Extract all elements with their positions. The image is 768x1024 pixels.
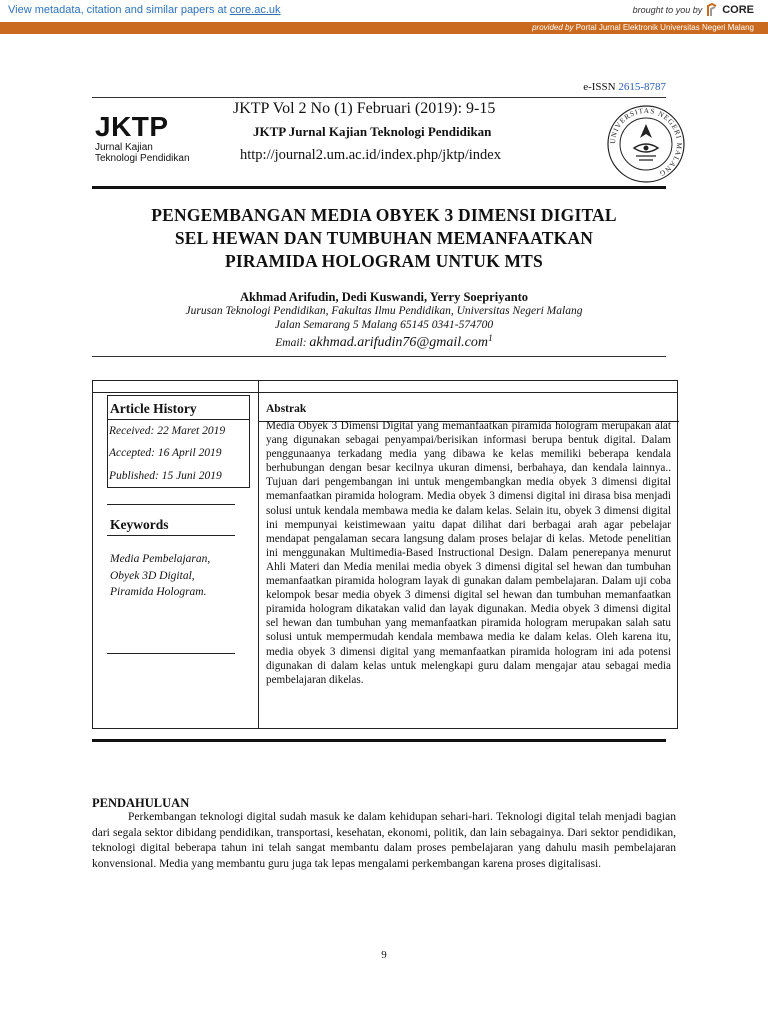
- article-title-line-1: PENGEMBANGAN MEDIA OBYEK 3 DIMENSI DIGITAL: [151, 205, 617, 225]
- core-logo-icon: [706, 3, 718, 17]
- accepted-date: Accepted: 16 April 2019: [109, 447, 222, 459]
- article-title-line-2: SEL HEWAN DAN TUMBUHAN MEMANFAATKAN: [174, 228, 594, 248]
- box-divider: [258, 381, 259, 728]
- seal-text: UNIVERSITAS NEGERI MALANG: [608, 106, 684, 178]
- keyword-item: Piramida Hologram.: [110, 586, 207, 598]
- logo-wordmark: JKTP: [95, 111, 169, 142]
- keywords-rule-top: [107, 504, 235, 505]
- core-provided-text[interactable]: [532, 22, 754, 34]
- email-superscript: 1: [487, 333, 493, 344]
- title-rule: [92, 356, 666, 357]
- author-email[interactable]: akhmad.arifudin76@gmail.com: [309, 334, 488, 350]
- core-link-site: core.ac.uk: [229, 4, 281, 16]
- logo-subtitle: [95, 142, 210, 164]
- keyword-item: Obyek 3D Digital,: [110, 569, 195, 582]
- section-paragraph: Perkembangan teknologi digital sudah masuk ke dalam kehidupan sehari-hari. Teknologi digital telah menjadi bagian dari segala sektor dibidang pendidikan, transportasi, kesehatan, ekonomi, politik, dan lain sebagainya. Dari sektor pendidikan, teknologi digital beberapa tahun ini telah sangat membantu dalam proses pembelajaran yang dahulu masih pembelajaran konvensional. Media yang membantu guru juga tak lepas mengalami perkembangan karena proses digitalisasi.: [92, 811, 676, 870]
- core-metadata-link[interactable]: [8, 4, 281, 16]
- keywords-rule: [107, 535, 235, 536]
- keywords-list: [110, 551, 250, 601]
- box-rule-bottom: [92, 739, 666, 742]
- article-history-title: Article History: [110, 401, 197, 416]
- core-banner: [0, 0, 768, 22]
- logo-subtitle-line-1: Jurnal Kajian: [95, 142, 153, 153]
- eissn: [583, 81, 666, 93]
- affiliation-line-1: Jurusan Teknologi Pendidikan, Fakultas Ilmu Pendidikan, Universitas Negeri Malang: [185, 305, 583, 317]
- box-top-band: [93, 381, 677, 393]
- email-label: Email:: [275, 336, 310, 349]
- core-link-prefix: View metadata, citation and similar papers at: [8, 4, 230, 16]
- authors: Akhmad Arifudin, Dedi Kuswandi, Yerry Soepriyanto: [239, 290, 529, 304]
- article-info-box: [92, 380, 678, 729]
- eissn-label: e-ISSN: [583, 81, 619, 93]
- received-date: Received: 22 Maret 2019: [109, 425, 226, 437]
- eissn-number[interactable]: 2615-8787: [618, 81, 666, 93]
- section-title: PENDAHULUAN: [92, 796, 190, 810]
- core-provided-bar: [0, 22, 768, 34]
- header-rule-top: [92, 97, 666, 98]
- article-title-line-3: PIRAMIDA HOLOGRAM UNTUK MTS: [225, 251, 543, 271]
- page-number: 9: [381, 949, 387, 961]
- core-provided-prefix: provided by: [532, 23, 574, 32]
- journal-volume: JKTP Vol 2 No (1) Februari (2019): 9-15: [233, 100, 496, 117]
- core-brought-label: brought to you by: [632, 5, 703, 15]
- keyword-item: Media Pembelajaran,: [110, 553, 211, 565]
- abstract-title: Abstrak: [266, 403, 307, 415]
- core-provided-source: Portal Jurnal Elektronik Universitas Negeri Malang: [575, 23, 754, 32]
- journal-url[interactable]: http://journal2.um.ac.id/index.php/jktp/index: [240, 147, 501, 163]
- jktp-logo: [95, 112, 210, 172]
- header-rule-bottom: [92, 186, 666, 189]
- university-seal-icon: [606, 104, 686, 184]
- email-line: [92, 333, 676, 351]
- journal-name: JKTP Jurnal Kajian Teknologi Pendidikan: [253, 124, 492, 139]
- core-word: CORE: [722, 4, 754, 16]
- keywords-title: Keywords: [110, 517, 169, 532]
- logo-subtitle-line-2: Teknologi Pendidikan: [95, 153, 190, 164]
- core-brand[interactable]: [633, 3, 754, 17]
- published-date: Published: 15 Juni 2019: [109, 470, 222, 482]
- article-history-rule: [107, 419, 250, 420]
- keywords-rule-bottom: [107, 653, 235, 654]
- affiliation-line-2: Jalan Semarang 5 Malang 65145 0341-574700: [274, 319, 494, 331]
- abstract-text: Media Obyek 3 Dimensi Digital yang memanfaatkan piramida hologram merupakan alat yang digunakan sebagai penyampai/berisikan informasi berupa bentuk digital. Dalam penggunaanya terkadang media yang dibawa ke kelas memiliki beberapa kendala berhubungan dengan besar kecilnya ukuran dimensi, berbahaya, dan kendala lainnya.. Tujuan dari pengembangan ini untuk mengembangkan media obyek 3 dimensi digital memanfaatkan piramida hologram. Media obyek 3 dimensi digital ini dirasa bisa menjadi solusi untuk kendala membawa media ke dalam kelas. Selain itu, obyek 3 dimensi digital ini mempunyai keistimewaan yaitu dapat dilihat dari berbagai arah agar pebelajar mendapat pengalaman secara langsung dalam proses belajar di kelas. Metode penelitian ini menggunakan Multimedia-Based Instructional Design. Dalam penerepanya menurut Ahli Materi dan Media menilai media obyek 3 dimensi digital sel hewan dan tumbuhan memanfaatkan piramida hologram layak di gunakan dalam pembelajaran. Dalam uji coba kelompok besar media obyek 3 dimensi digital sel hewan dan tumbuhan memanfaatkan piramida hologram dikatakan valid dan layak digunakan. Media obyek 3 dimensi digital sel hewan dan tumbuhan yang memanfaatkan piramida hologram merupakan salah satu solusi untuk mempermudah kendala membawa media ke dalam kelas. Oleh karena itu, media obyek 3 dimensi digital yang memanfaatkan piramida hologram ini ada potensi digunakan di dalam kelas untuk melengkapi guru dalam mengajar atau sebagai media pembelajaran dikelas.: [266, 420, 671, 686]
